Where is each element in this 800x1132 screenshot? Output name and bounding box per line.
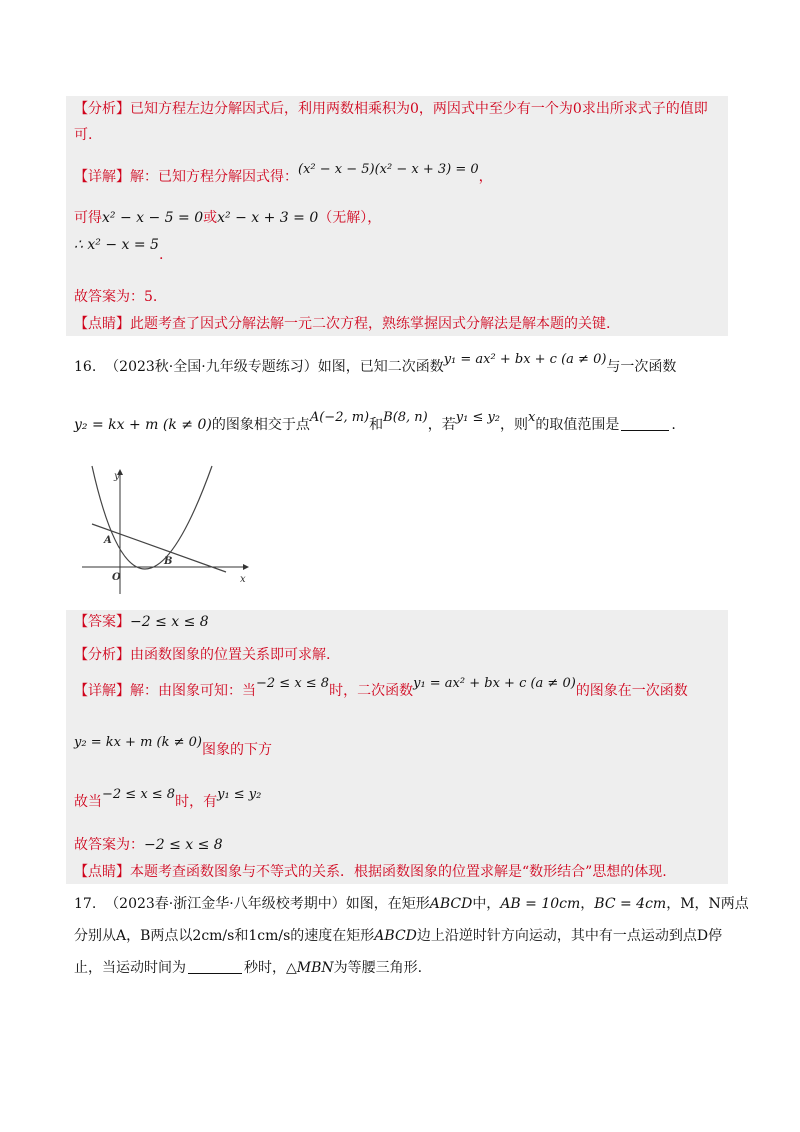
detail-15-line2 (74, 207, 724, 229)
question-text: 与一次函数 (606, 359, 677, 375)
question-number: 16. (74, 359, 97, 375)
point-a: A(−2, m) (309, 410, 370, 425)
answer-16-final (74, 834, 724, 856)
point-a-label: A (104, 535, 112, 546)
comment-text: 此题考查了因式分解法解一元二次方程，熟练掌握因式分解法是解本题的关键. (130, 316, 611, 332)
detail-tag: 【详解】 (74, 169, 130, 185)
detail-text: 解：已知方程分解因式得： (130, 169, 298, 185)
factored-equation: (x² − x − 5)(x² − x + 3) = 0 (298, 162, 479, 177)
q17-line2 (74, 925, 724, 947)
detail-text: 图象的下方 (202, 742, 272, 758)
punct: . (158, 247, 164, 263)
detail-text: 解：由图象可知：当 (130, 683, 256, 699)
equation-2: x² − x + 3 = 0 (217, 210, 319, 226)
point-b-label: B (164, 556, 173, 567)
text: （无解）， (318, 210, 382, 226)
quadratic-function: y₁ = ax² + bx + c (a ≠ 0) (413, 676, 576, 691)
q17-line3 (74, 957, 724, 979)
analysis-15-line1 (74, 98, 724, 120)
question-text: 的取值范围是 (535, 417, 620, 433)
range-math: −2 ≤ x ≤ 8 (256, 676, 330, 691)
question-text: ，若 (427, 417, 456, 433)
comment-15-line (74, 313, 724, 335)
linear-function: y₂ = kx + m (k ≠ 0) (74, 417, 212, 433)
answer-math: −2 ≤ x ≤ 8 (144, 837, 223, 853)
question-text: 为等腰三角形. (333, 960, 423, 976)
question-text: （2023春·浙江金华·八年级校考期中）如图，在矩形 (105, 896, 430, 912)
detail-16-line1 (74, 676, 724, 703)
detail-text: 故当 (74, 794, 102, 810)
detail-text: 的图象在一次函数 (575, 683, 688, 699)
variable: x (528, 410, 536, 425)
condition: y₁ ≤ y₂ (217, 787, 262, 802)
detail-16-line3 (74, 787, 724, 814)
question-text: ，则 (500, 417, 529, 433)
question-text: 止，当运动时间为 (74, 960, 186, 976)
question-text: （2023秋·全国·九年级专题练习）如图，已知二次函数 (105, 359, 444, 375)
speed-n: 1cm/s (248, 928, 291, 944)
comment-tag: 【点睛】 (74, 864, 130, 880)
quadratic-function: y₁ = ax² + bx + c (a ≠ 0) (443, 352, 607, 367)
answer-16-line (74, 611, 724, 633)
comment-text: 本题考查函数图象与不等式的关系．根据函数图象的位置求解是“数形结合”思想的体现. (130, 864, 667, 880)
text: 或 (203, 210, 218, 226)
origin-label: O (112, 572, 121, 583)
analysis-tag: 【分析】 (74, 101, 130, 117)
detail-tag: 【详解】 (74, 683, 130, 699)
answer-math: −2 ≤ x ≤ 8 (130, 614, 209, 630)
detail-16-line2 (74, 735, 724, 762)
detail-text: 时，有 (175, 794, 218, 810)
analysis-tag: 【分析】 (74, 647, 130, 663)
question-text: 和 (369, 417, 384, 433)
range-math: −2 ≤ x ≤ 8 (102, 787, 176, 802)
detail-text: 时，二次函数 (329, 683, 414, 699)
rect-name: ABCD (429, 896, 473, 912)
point-b: B(8, n) (383, 410, 428, 425)
comment-16-line (74, 861, 724, 883)
analysis-16-line (74, 644, 724, 666)
question-text: 边上沿逆时针方向运动，其中有一点运动到点D停 (416, 928, 723, 944)
analysis-15-line2 (74, 124, 724, 146)
linear-function: y₂ = kx + m (k ≠ 0) (74, 735, 202, 750)
question-text: ，M，N两点 (666, 896, 749, 912)
question-text: 秒时， (244, 960, 286, 976)
x-axis-label: x (240, 574, 246, 585)
analysis-text: 由函数图象的位置关系即可求解. (130, 647, 331, 663)
q16-line2 (74, 410, 724, 437)
y-axis-label: y (114, 471, 120, 482)
speed-m: 2cm/s (192, 928, 235, 944)
answer-15-line: 故答案为：5. (74, 289, 158, 305)
analysis-text: 已知方程左边分解因式后，利用两数相乘积为0，两因式中至少有一个为0求出所求式子的值即 (130, 101, 708, 117)
detail-15-line1 (74, 162, 724, 189)
punct: ， (478, 169, 493, 185)
text: 可得 (74, 210, 102, 226)
side-ab: AB = 10cm (500, 896, 581, 912)
q16-line1 (74, 352, 724, 379)
function-graph (78, 462, 254, 596)
answer-blank[interactable] (188, 959, 242, 974)
side-bc: BC = 4cm (594, 896, 667, 912)
comment-tag: 【点睛】 (74, 316, 130, 332)
question-text: 的速度在矩形 (290, 928, 375, 944)
equation-1: x² − x − 5 = 0 (102, 210, 204, 226)
answer-blank[interactable] (621, 416, 669, 431)
question-text: 的图象相交于点 (211, 417, 310, 433)
q17-line1 (74, 893, 749, 915)
detail-15-line3 (74, 234, 724, 263)
triangle-name: △MBN (286, 960, 334, 976)
result-equation: ∴ x² − x = 5 (74, 237, 159, 253)
question-text: ， (580, 896, 595, 912)
parabola-curve (92, 466, 212, 569)
rect-name: ABCD (374, 928, 417, 944)
question-text: 和 (234, 928, 249, 944)
question-number: 17. (74, 896, 97, 912)
punct: . (671, 417, 676, 433)
line-graph (92, 524, 226, 572)
answer-tag: 【答案】 (74, 614, 130, 630)
answer-text: 故答案为： (74, 837, 144, 853)
condition: y₁ ≤ y₂ (455, 410, 501, 425)
analysis-text-cont: 可. (74, 127, 93, 143)
question-text: 中， (472, 896, 501, 912)
question-text: 分别从A，B两点以 (74, 928, 193, 944)
